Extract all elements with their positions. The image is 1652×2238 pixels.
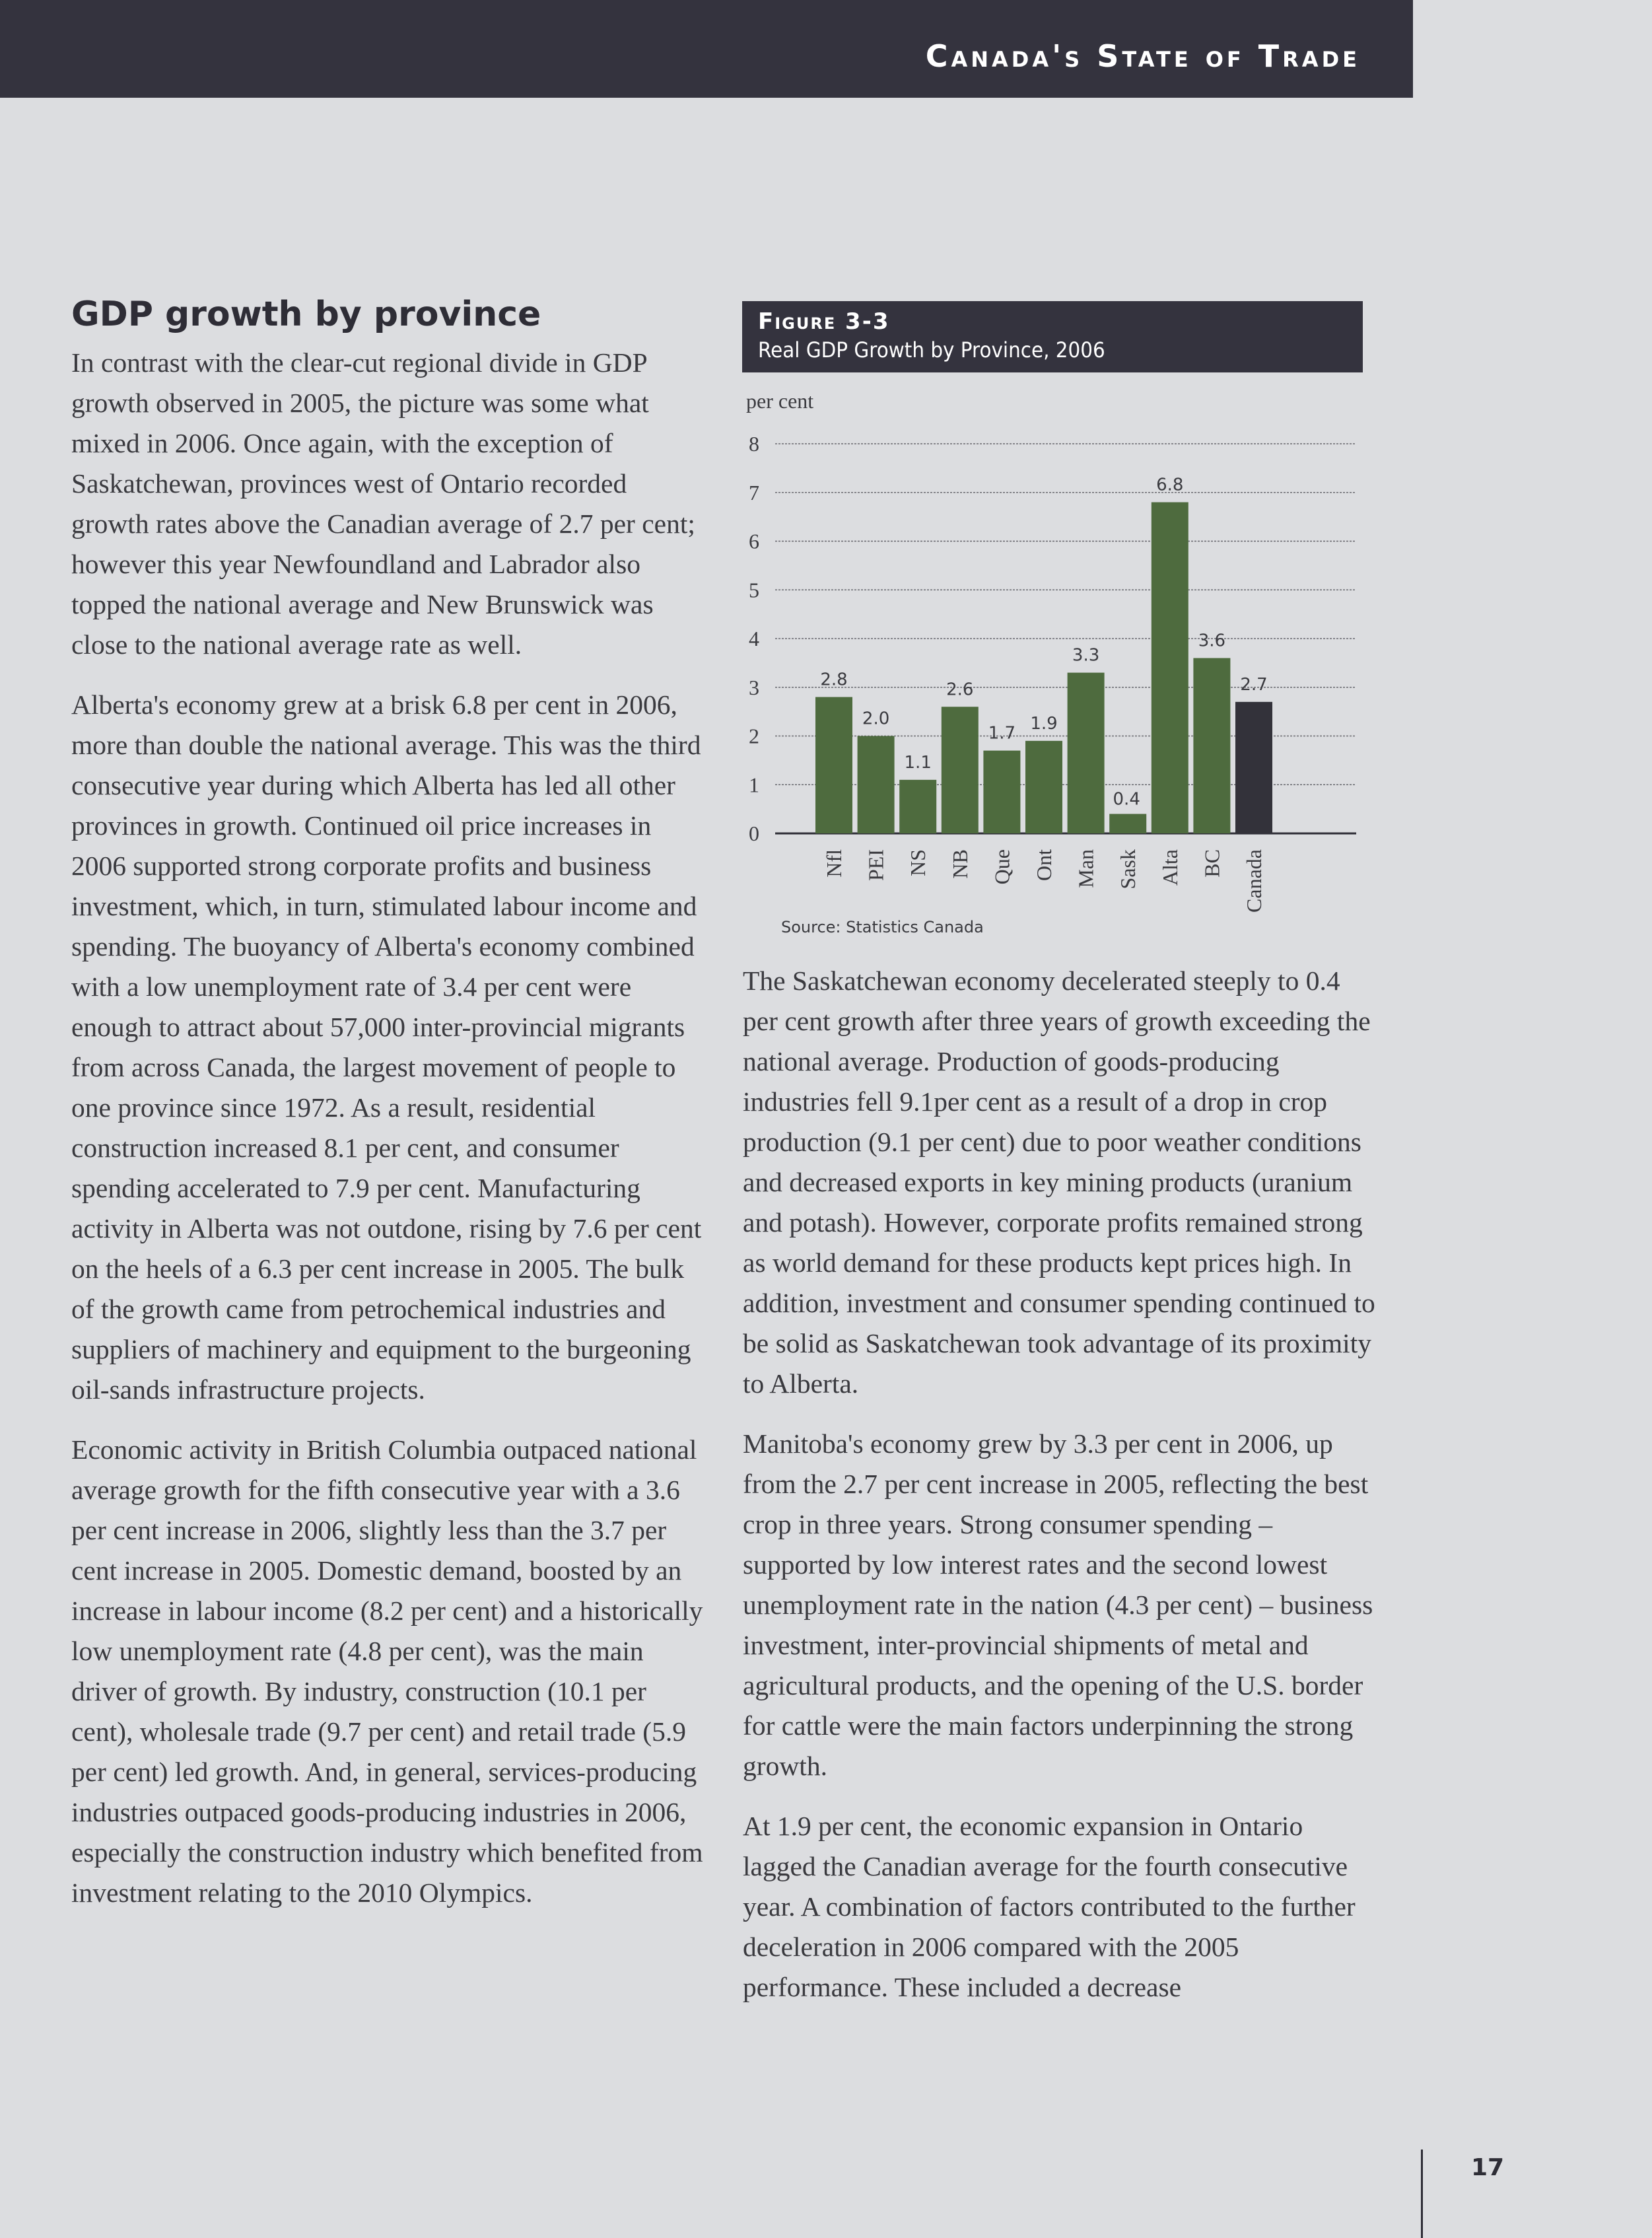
data-label: 6.8	[1156, 475, 1184, 495]
figure-title: Real GDP Growth by Province, 2006	[758, 337, 1105, 363]
left-column	[71, 296, 705, 1933]
bar-nb	[942, 707, 979, 833]
figure	[742, 301, 1363, 913]
x-tick-label: NS	[906, 849, 930, 876]
x-tick-label: PEI	[864, 849, 888, 881]
x-tick-label: Sask	[1116, 849, 1140, 890]
bar-alta	[1152, 503, 1188, 834]
bar-man	[1068, 673, 1105, 833]
data-label: 2.6	[946, 680, 974, 700]
data-label: 1.1	[904, 752, 932, 773]
data-label: 3.3	[1072, 645, 1100, 666]
paragraph: At 1.9 per cent, the economic expansion in Ontario lagged the Canadian average for the fourth consecutive year. A combination of factors contributed to the further deceleration in 2006 compared with the 2005 performance. These included a decrease	[743, 1811, 1356, 2002]
y-tick-label: 5	[749, 578, 759, 602]
data-label: 1.7	[988, 723, 1016, 744]
y-tick-label: 6	[749, 529, 759, 553]
paragraph: Manitoba's economy grew by 3.3 per cent in 2006, up from the 2.7 per cent increase in 2005, reflecting the best crop in three years. Strong consumer spending – supported by low interest rates and the second lowest unemployment rate in the nation (4.3 per cent) – business investment, inter-provincial shipments of metal and agricultural products, and the opening of the U.S. border for cattle were the main factors underpinning the strong growth.	[743, 1428, 1373, 1781]
data-label: 1.9	[1030, 713, 1058, 734]
bar-pei	[858, 736, 895, 834]
x-tick-label: Nfl	[822, 849, 846, 878]
y-tick-label: 3	[749, 675, 759, 699]
source-note: Source: Statistics Canada	[781, 918, 984, 936]
paragraph: Economic activity in British Columbia outpaced national average growth for the fifth consecutive year with a 3.6 per cent increase in 2006, slightly less than the 3.7 per cent increase in 2005. Domestic demand, boosted by an increase in labour income (8.2 per cent) and a historically low unemployment rate (4.8 per cent), was the main driver of growth. By industry, construction (10.1 per cent), wholesale trade (9.7 per cent) and retail trade (5.9 per cent) led growth. And, in general, services-producing industries outpaced goods-producing industries in 2006, especially the construction industry which benefited from investment relating to the 2010 Olympics.	[71, 1434, 703, 1908]
bar-sask	[1109, 814, 1146, 834]
x-tick-label: Canada	[1242, 849, 1266, 913]
bar-chart	[742, 380, 1363, 988]
bar-canada	[1235, 702, 1272, 833]
paragraph: Alberta's economy grew at a brisk 6.8 per cent in 2006, more than double the national average. This was the third consecutive year during which Alberta has led all other provinces in growth. Continued oil price increases in 2006 supported strong corporate profits and business investment, which, in turn, stimulated labour income and spending. The buoyancy of Alberta's economy combined with a low unemployment rate of 3.4 per cent were enough to attract about 57,000 inter-provincial migrants from across Canada, the largest movement of people to one province since 1972. As a result, residential construction increased 8.1 per cent, and consumer spending accelerated to 7.9 per cent. Manufacturing activity in Alberta was not outdone, rising by 7.6 per cent on the heels of a 6.3 per cent increase in 2005. The bulk of the growth came from petrochemical industries and suppliers of machinery and equipment to the burgeoning oil-sands infrastructure projects.	[71, 689, 702, 1405]
figure-label: Figure 3-3	[758, 308, 890, 335]
x-tick-label: NB	[947, 849, 972, 879]
section-heading: GDP growth by province	[71, 295, 541, 334]
x-tick-label: BC	[1200, 849, 1224, 878]
right-column	[743, 961, 1377, 2027]
data-label: 2.0	[862, 709, 890, 729]
page-number: 17	[1471, 2154, 1505, 2181]
y-axis-label: per cent	[746, 389, 814, 413]
y-tick-label: 4	[749, 627, 759, 650]
bar-ont	[1025, 741, 1062, 833]
page-rule	[1421, 2150, 1423, 2238]
bar-ns	[899, 780, 936, 833]
y-tick-label: 0	[749, 822, 759, 845]
data-label: 2.8	[820, 670, 848, 690]
paragraph: In contrast with the clear-cut regional divide in GDP growth observed in 2005, the picture was some what mixed in 2006. Once again, with the exception of Saskatchewan, provinces west of Ontario recorded growth rates above the Canadian average of 2.7 per cent; however this year Newfoundland and Labrador also topped the national average and New Brunswick was close to the national average rate as well.	[71, 347, 695, 660]
bar-bc	[1193, 658, 1230, 834]
bar-que	[983, 751, 1020, 833]
header-bar	[0, 0, 1413, 98]
y-tick-label: 8	[749, 432, 759, 456]
bar-nfl	[815, 697, 852, 834]
data-label: 2.7	[1240, 674, 1268, 695]
figure-header	[742, 301, 1363, 372]
x-tick-label: Man	[1074, 849, 1098, 888]
data-label: 3.6	[1198, 631, 1226, 651]
data-label: 0.4	[1113, 789, 1140, 810]
y-tick-label: 2	[749, 724, 759, 748]
x-tick-label: Que	[990, 849, 1014, 885]
y-tick-label: 7	[749, 480, 759, 505]
running-title: Canada's State of Trade	[925, 38, 1360, 74]
paragraph: The Saskatchewan economy decelerated steeply to 0.4 per cent growth after three years of growth exceeding the national average. Production of goods-producing industries fell 9.1per cent as a result of a drop in crop production (9.1 per cent) due to poor weather conditions and decreased exports in key mining products (uranium and potash). However, corporate profits remained strong as world demand for these products kept prices high. In addition, investment and consumer spending continued to be solid as Saskatchewan took advantage of its proximity to Alberta.	[743, 965, 1375, 1399]
x-tick-label: Alta	[1157, 849, 1182, 886]
x-tick-label: Ont	[1032, 849, 1056, 881]
y-tick-label: 1	[749, 773, 759, 797]
